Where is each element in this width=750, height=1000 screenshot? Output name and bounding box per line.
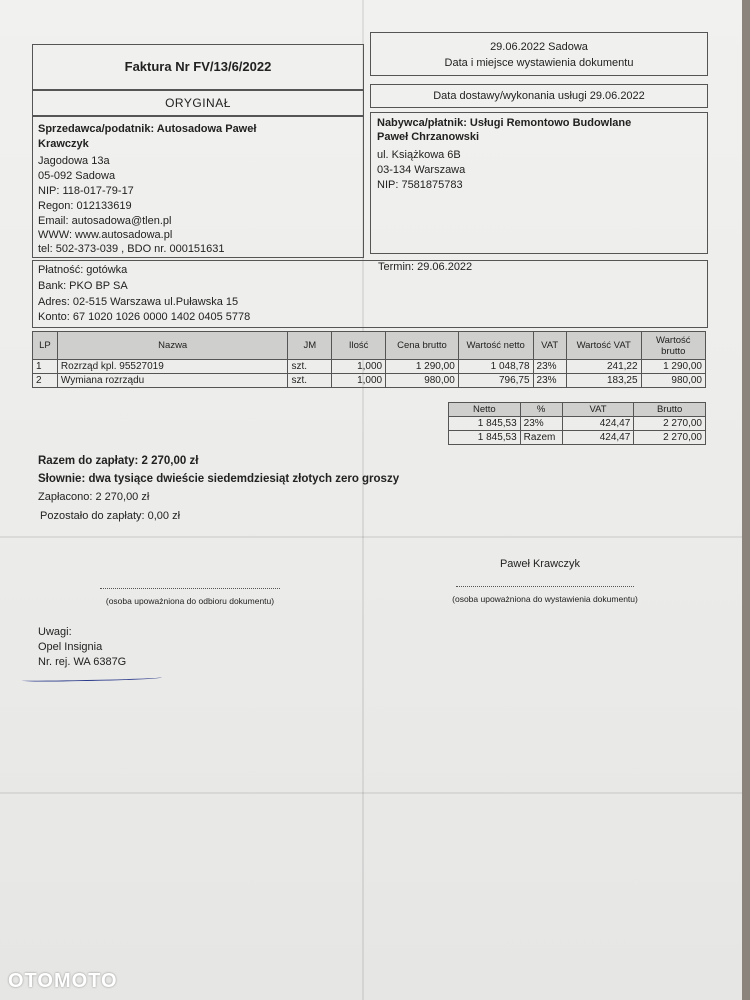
- bank-account: Konto: 67 1020 1026 0000 1402 0405 5778: [38, 311, 251, 323]
- row-qty: 1,000: [332, 374, 386, 388]
- row-vat: 23%: [533, 360, 566, 374]
- bank-address: Adres: 02-515 Warszawa ul.Puławska 15: [38, 296, 239, 308]
- row-vat-value: 241,22: [566, 360, 641, 374]
- summary-col-gross: Brutto: [634, 403, 706, 417]
- col-unit: JM: [288, 332, 332, 360]
- buyer-box: [370, 112, 708, 254]
- original-label: ORYGINAŁ: [165, 96, 231, 110]
- payment-term: Termin: 29.06.2022: [378, 261, 473, 273]
- col-qty: Ilość: [332, 332, 386, 360]
- seller-box: [32, 116, 364, 258]
- vat-summary-table: [448, 402, 706, 445]
- summary-gross: 2 270,00: [634, 431, 706, 445]
- row-lp: 1: [33, 360, 58, 374]
- seller-tel: tel: 502-373-039 , BDO nr. 000151631: [38, 243, 225, 255]
- row-gross-value: 980,00: [641, 374, 705, 388]
- seller-nip: NIP: 118-017-79-17: [38, 185, 134, 197]
- summary-col-net: Netto: [449, 403, 521, 417]
- row-vat: 23%: [533, 374, 566, 388]
- paper-fold-horizontal: [0, 536, 742, 538]
- seller-www: WWW: www.autosadowa.pl: [38, 229, 173, 241]
- items-table: [32, 331, 706, 388]
- col-vat-value: Wartość VAT: [566, 332, 641, 360]
- summary-col-rate: %: [520, 403, 562, 417]
- row-lp: 2: [33, 374, 58, 388]
- issuer-caption: (osoba upoważniona do wystawienia dokumentu): [452, 594, 638, 604]
- table-row: [33, 360, 706, 374]
- row-unit: szt.: [288, 374, 332, 388]
- summary-vat: 424,47: [562, 431, 634, 445]
- row-unit: szt.: [288, 360, 332, 374]
- total-in-words: Słownie: dwa tysiące dwieście siedemdziesiąt złotych zero groszy: [38, 473, 400, 485]
- row-net-value: 1 048,78: [458, 360, 533, 374]
- seller-regon: Regon: 012133619: [38, 200, 132, 212]
- row-gross-price: 980,00: [386, 374, 459, 388]
- row-gross-price: 1 290,00: [386, 360, 459, 374]
- notes-registration: Nr. rej. WA 6387G: [38, 656, 127, 668]
- row-net-value: 796,75: [458, 374, 533, 388]
- pen-underline: [22, 676, 162, 682]
- issuer-name: Paweł Krawczyk: [499, 558, 581, 570]
- row-name: Wymiana rozrządu: [57, 374, 288, 388]
- buyer-street: ul. Książkowa 6B: [377, 149, 461, 161]
- buyer-heading: Nabywca/płatnik: Usługi Remontowo Budowlane: [377, 117, 632, 129]
- payment-box: [32, 260, 708, 328]
- bank-name: Bank: PKO BP SA: [38, 280, 128, 292]
- issuer-signature-line: [456, 586, 634, 587]
- original-label-box: [32, 90, 364, 116]
- row-gross-value: 1 290,00: [641, 360, 705, 374]
- row-name: Rozrząd kpl. 95527019: [57, 360, 288, 374]
- row-qty: 1,000: [332, 360, 386, 374]
- summary-rate: 23%: [520, 417, 562, 431]
- payment-method: Płatność: gotówka: [38, 264, 128, 276]
- summary-gross: 2 270,00: [634, 417, 706, 431]
- seller-heading: Sprzedawca/podatnik: Autosadowa Paweł: [38, 123, 257, 135]
- seller-heading-name: Krawczyk: [38, 138, 89, 150]
- table-row: [449, 431, 706, 445]
- receiver-caption: (osoba upoważniona do odbioru dokumentu): [105, 596, 275, 606]
- total-paid: Zapłacono: 2 270,00 zł: [38, 491, 150, 503]
- paper-fold-horizontal-lower: [0, 792, 742, 794]
- issue-date-box: [370, 32, 708, 76]
- summary-net: 1 845,53: [449, 417, 521, 431]
- receiver-signature-line: [100, 588, 280, 589]
- seller-street: Jagodowa 13a: [38, 155, 110, 167]
- invoice-title: Faktura Nr FV/13/6/2022: [124, 59, 272, 74]
- delivery-date: Data dostawy/wykonania usługi 29.06.2022: [433, 90, 645, 102]
- table-row: [33, 374, 706, 388]
- issue-place-caption: Data i miejsce wystawienia dokumentu: [444, 57, 634, 69]
- summary-vat: 424,47: [562, 417, 634, 431]
- buyer-nip: NIP: 7581875783: [377, 179, 463, 191]
- row-vat-value: 183,25: [566, 374, 641, 388]
- buyer-heading-name: Paweł Chrzanowski: [377, 131, 480, 143]
- summary-col-vat: VAT: [562, 403, 634, 417]
- summary-header-row: [449, 403, 706, 417]
- col-lp: LP: [33, 332, 58, 360]
- items-header-row: [33, 332, 706, 360]
- table-row: [449, 417, 706, 431]
- col-vat: VAT: [533, 332, 566, 360]
- issue-place-date: 29.06.2022 Sadowa: [490, 41, 588, 53]
- total-to-pay: Razem do zapłaty: 2 270,00 zł: [38, 455, 199, 467]
- col-name: Nazwa: [57, 332, 288, 360]
- col-net-value: Wartość netto: [458, 332, 533, 360]
- total-remaining: Pozostało do zapłaty: 0,00 zł: [40, 510, 181, 522]
- col-gross-price: Cena brutto: [386, 332, 459, 360]
- notes-heading: Uwagi:: [38, 626, 72, 638]
- summary-rate: Razem: [520, 431, 562, 445]
- notes-car-model: Opel Insignia: [38, 641, 103, 653]
- buyer-city: 03-134 Warszawa: [377, 164, 466, 176]
- col-gross-value: Wartość brutto: [641, 332, 705, 360]
- seller-email: Email: autosadowa@tlen.pl: [38, 215, 172, 227]
- invoice-title-box: [32, 44, 364, 90]
- delivery-date-box: [370, 84, 708, 108]
- watermark-logo: OTOMOTO: [8, 970, 118, 992]
- summary-net: 1 845,53: [449, 431, 521, 445]
- seller-city: 05-092 Sadowa: [38, 170, 116, 182]
